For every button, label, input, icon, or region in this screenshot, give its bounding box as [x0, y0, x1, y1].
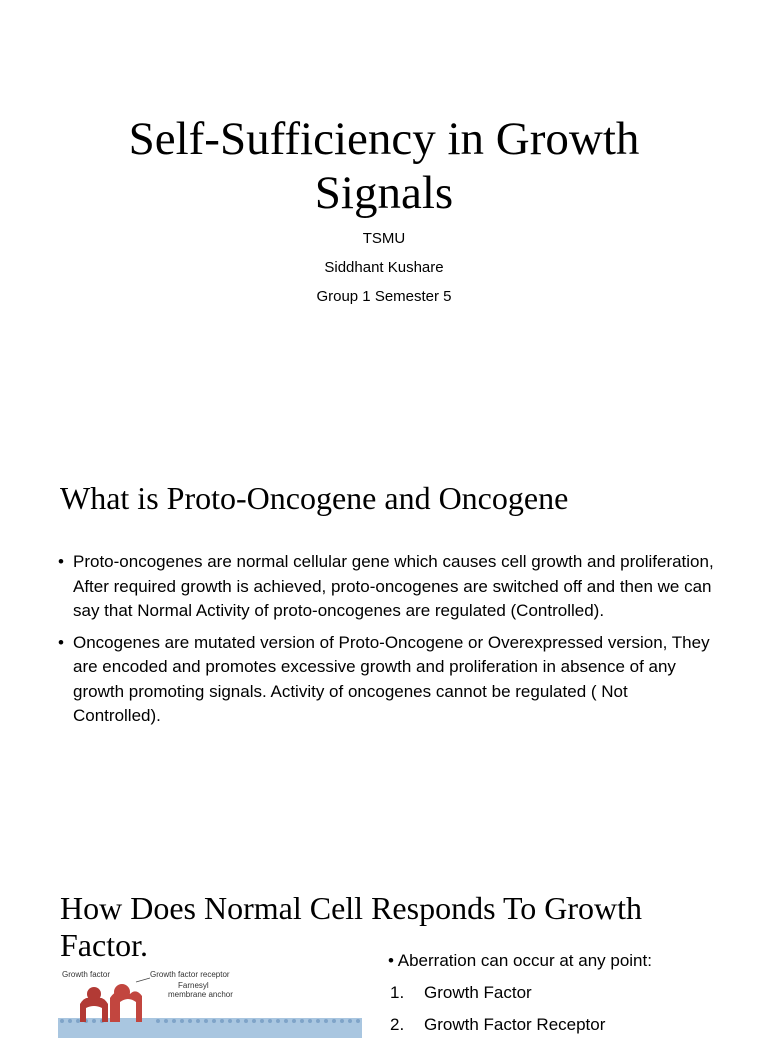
label-growth-factor-receptor: Growth factor receptor	[150, 970, 230, 979]
bullet-icon: •	[58, 632, 64, 652]
author-line: Siddhant Kushare	[324, 259, 444, 276]
label-growth-factor: Growth factor	[62, 970, 111, 979]
bullet-icon: •	[388, 951, 394, 970]
bullet-text: Proto-oncogenes are normal cellular gene which causes cell growth and proliferation, After required growth is achieved, proto-oncogenes are switched off and then we can say that Normal Activity of proto-oncogenes are regulated (Controlled).	[73, 552, 714, 620]
label-membrane-anchor: membrane anchor	[168, 990, 233, 999]
bullet-list	[58, 550, 718, 736]
group-line: Group 1 Semester 5	[316, 288, 452, 305]
label-farnesyl: Farnesyl	[178, 981, 209, 990]
list-item	[58, 631, 718, 729]
list-text: Growth Factor Receptor	[424, 1015, 606, 1034]
slide-title: What is Proto-Oncogene and Oncogene	[60, 480, 569, 516]
institution-line: TSMU	[362, 230, 406, 247]
list-item	[388, 980, 758, 1006]
list-item	[388, 1012, 758, 1038]
bullet-text: Aberration can occur at any point:	[397, 951, 652, 970]
slide-title: How Does Normal Cell Responds To Growth Factor.	[60, 890, 643, 963]
list-item	[58, 550, 718, 624]
growth-factor-receptor-diagram	[58, 968, 362, 1038]
aberration-points	[388, 948, 758, 1038]
list-number: 1.	[390, 983, 405, 1002]
list-number: 2.	[390, 1015, 405, 1034]
list-item	[388, 948, 758, 974]
growth-factor-icon	[114, 984, 130, 1000]
bullet-icon: •	[58, 552, 64, 571]
content-slide-oncogenes	[0, 432, 768, 864]
content-slide-growth-factor	[0, 864, 768, 1034]
bullet-text: Oncogenes are mutated version of Proto-Oncogene or Overexpressed version, They are encoded and promotes excessive growth and proliferation in absence of any growth promoting signals. Activity of oncogenes cannot be regulated ( Not Controlled).	[73, 632, 710, 725]
receptor-illustration	[58, 968, 362, 1038]
list-text: Growth Factor	[424, 983, 532, 1002]
label-pointer	[136, 978, 150, 982]
title-slide	[0, 0, 768, 432]
presentation-title: Self-Sufficiency in Growth Signals	[128, 113, 640, 219]
